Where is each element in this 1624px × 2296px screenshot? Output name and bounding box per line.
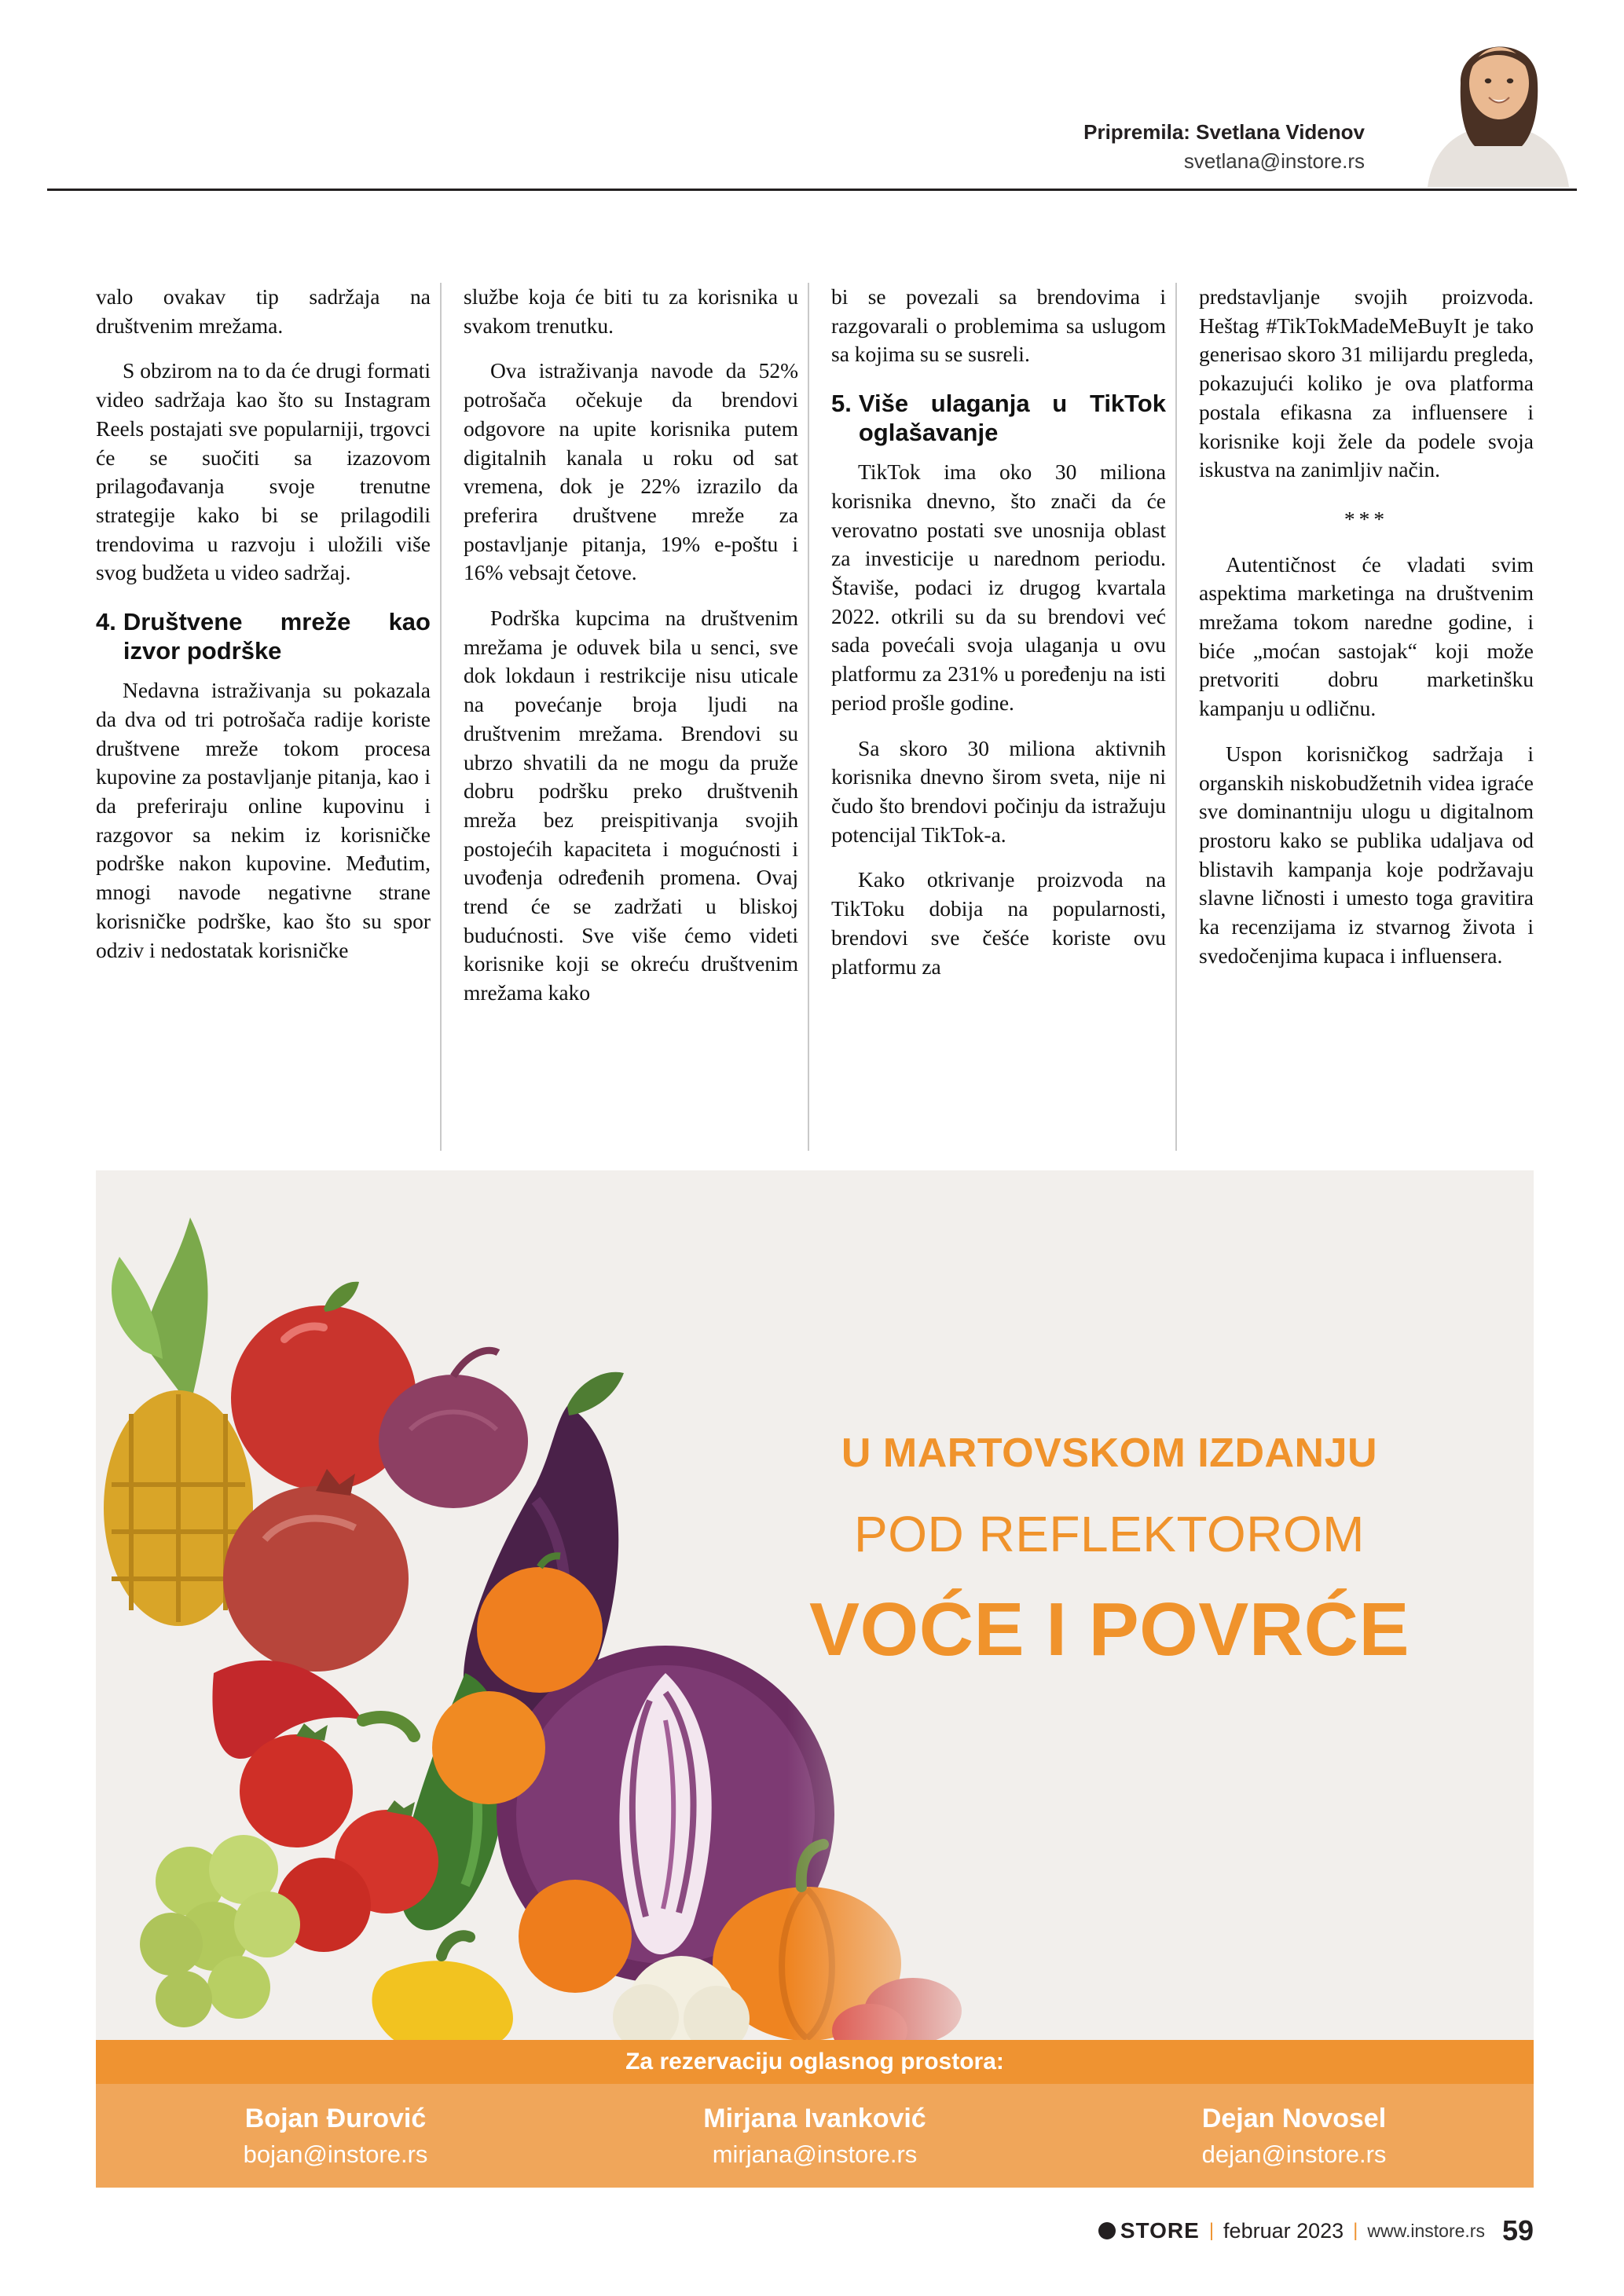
logo-text: STORE (1120, 2218, 1200, 2243)
contact-email[interactable]: bojan@instore.rs (243, 2140, 428, 2168)
paragraph: valo ovakav tip sadržaja na društvenim mrežama. (96, 284, 431, 338)
paragraph: Autentičnost će vladati svim aspektima marketinga na društvenim mrežama tokom naredne godine, i biće „moćan sastojak“ koji može pretvoriti dobru marketinšku kampanju u odličnu. (1199, 551, 1534, 721)
article-column-2 (464, 283, 798, 1155)
footer-separator-1: | (1208, 2220, 1215, 2241)
website-url[interactable]: www.instore.rs (1367, 2220, 1485, 2241)
paragraph: Nedavna istraživanja su pokazala da dva od tri potrošača radije koriste društvene mreže tokom procesa kupovine za postavljanje pitanja, kao i da preferiraju online kupovinu i razgovor sa nekim iz korisničke podrške nakon kupovine. Međutim, mnogi navode negativne strane korisničke podrške, kao što su spor odziv i nedostatak korisničke (96, 678, 431, 962)
section-title: Više ulaganja u TikTok oglašavanje (858, 390, 1166, 446)
instore-logo (1098, 2218, 1200, 2243)
contact-name: Mirjana Ivanković (703, 2103, 926, 2133)
header-divider (47, 189, 1577, 191)
ad-headline-group (717, 1430, 1502, 1673)
byline (1083, 118, 1365, 176)
contact-email[interactable]: dejan@instore.rs (1201, 2140, 1387, 2168)
ad-subheadline: POD REFLEKTOROM (854, 1506, 1365, 1562)
author-portrait-illustration (1420, 8, 1577, 187)
contact-person-3[interactable] (1054, 2104, 1534, 2169)
paragraph: službe koja će biti tu za korisnika u svakom trenutku. (464, 284, 798, 338)
contact-email[interactable]: mirjana@instore.rs (712, 2140, 918, 2168)
contact-person-1[interactable] (96, 2104, 575, 2169)
contact-name: Dejan Novosel (1201, 2103, 1387, 2133)
paragraph: bi se povezali sa brendovima i razgovarali o problemima sa uslugom sa kojima su se susreli. (831, 284, 1166, 367)
section-number: 5. (831, 390, 852, 418)
logo-mark-icon (1098, 2222, 1116, 2239)
advertisement[interactable] (96, 1170, 1534, 2188)
article-column-4 (1199, 283, 1534, 1155)
author-photo (1420, 8, 1577, 187)
paragraph: TikTok ima oko 30 miliona korisnika dnevno, što znači da će verovatno postati sve unosnija oblast za investicije u narednom periodu. Štaviše, podaci iz drugog kvartala 2022. otkrili su da su brendovi već sada povećali svoja ulaganja u ovu platformu za 231% u poređenju na isti period prošle godine. (831, 460, 1166, 715)
contact-name: Bojan Đurović (244, 2103, 427, 2133)
paragraph: Podrška kupcima na društvenim mrežama je oduvek bila u senci, sve dok lokdaun i restrikcije nisu uticale na povećanje broja ljudi na društvenim mrežama. Brendovi su ubrzo shvatili da ne mogu da pruže dobru podršku preko društvenih mreža bez preispitivanja svojih postojećih kapaciteta i mogućnosti i uvođenja određenih promena. Ovaj trend će se zadržati u bliskoj budućnosti. Sve više ćemo videti korisnike koji se okreću društvenim mrežama kako (464, 606, 798, 1005)
section-title: Društvene mreže kao izvor podrške (123, 608, 431, 665)
ad-kicker: U MARTOVSKOM IZDANJU (841, 1430, 1378, 1476)
page-header (0, 0, 1624, 190)
byline-author: Pripremila: Svetlana Videnov (1083, 120, 1365, 144)
section-heading-4 (96, 608, 431, 665)
paragraph: Uspon korisničkog sadržaja i organskih niskobudžetnih videa igraće sve dominantniju ulogu u digitalnom prostoru kako se publika udaljava od blistavih kampanja koje podržavaju slavne ličnosti i umesto toga gravitira ka recenzijama iz stvarnog života i svedočenjima kupaca i influensera. (1199, 741, 1534, 968)
contact-person-2[interactable] (575, 2104, 1054, 2169)
paragraph: Ova istraživanja navode da 52% potrošača očekuje da brendovi odgovore na upite korisnika putem digitalnih kanala u roku od sat vremena, dok je 22% izrazilo da preferira društvene mreže za postavljanje pitanja, 19% e-poštu i 16% vebsajt četove. (464, 358, 798, 585)
page-footer (96, 2214, 1534, 2247)
page-number: 59 (1501, 2214, 1534, 2247)
article-body (96, 283, 1534, 1155)
issue-date: februar 2023 (1223, 2218, 1344, 2243)
article-column-3 (831, 283, 1166, 1155)
section-separator: *** (1344, 506, 1389, 531)
paragraph: Sa skoro 30 miliona aktivnih korisnika dnevno širom sveta, nije ni čudo što brendovi počinju da istražuju potencijal TikTok-a. (831, 735, 1166, 847)
ad-headline: VOĆE I POVRĆE (809, 1587, 1410, 1672)
paragraph: Kako otkrivanje proizvoda na TikToku dobija na popularnosti, brendovi sve češće koriste ovu platformu za (831, 867, 1166, 979)
section-number: 4. (96, 608, 116, 636)
paragraph: predstavljanje svojih proizvoda. Heštag #TikTokMadeMeBuyIt je tako generisao skoro 31 milijardu pregleda, pokazujući koliko je ova platforma postala efikasna za influensere i korisnike koji žele da podele svoja iskustva na zanimljiv način. (1199, 284, 1534, 482)
ad-reservation-band: Za rezervaciju oglasnog prostora: (96, 2040, 1534, 2084)
ad-visual (96, 1170, 1534, 2040)
footer-separator-2: | (1353, 2220, 1358, 2241)
section-heading-5 (831, 390, 1166, 447)
paragraph: S obzirom na to da će drugi formati video sadržaja kao što su Instagram Reels postajati sve popularniji, trgovci će se suočiti sa izazovom prilagođavanja svoje trenutne strategije kako bi se prilagodili trendovima u razvoju i uložili više svog budžeta u video sadržaj. (96, 358, 431, 585)
article-column-1 (96, 283, 431, 1155)
ad-contacts[interactable] (96, 2084, 1534, 2188)
byline-email: svetlana@instore.rs (1183, 148, 1365, 173)
